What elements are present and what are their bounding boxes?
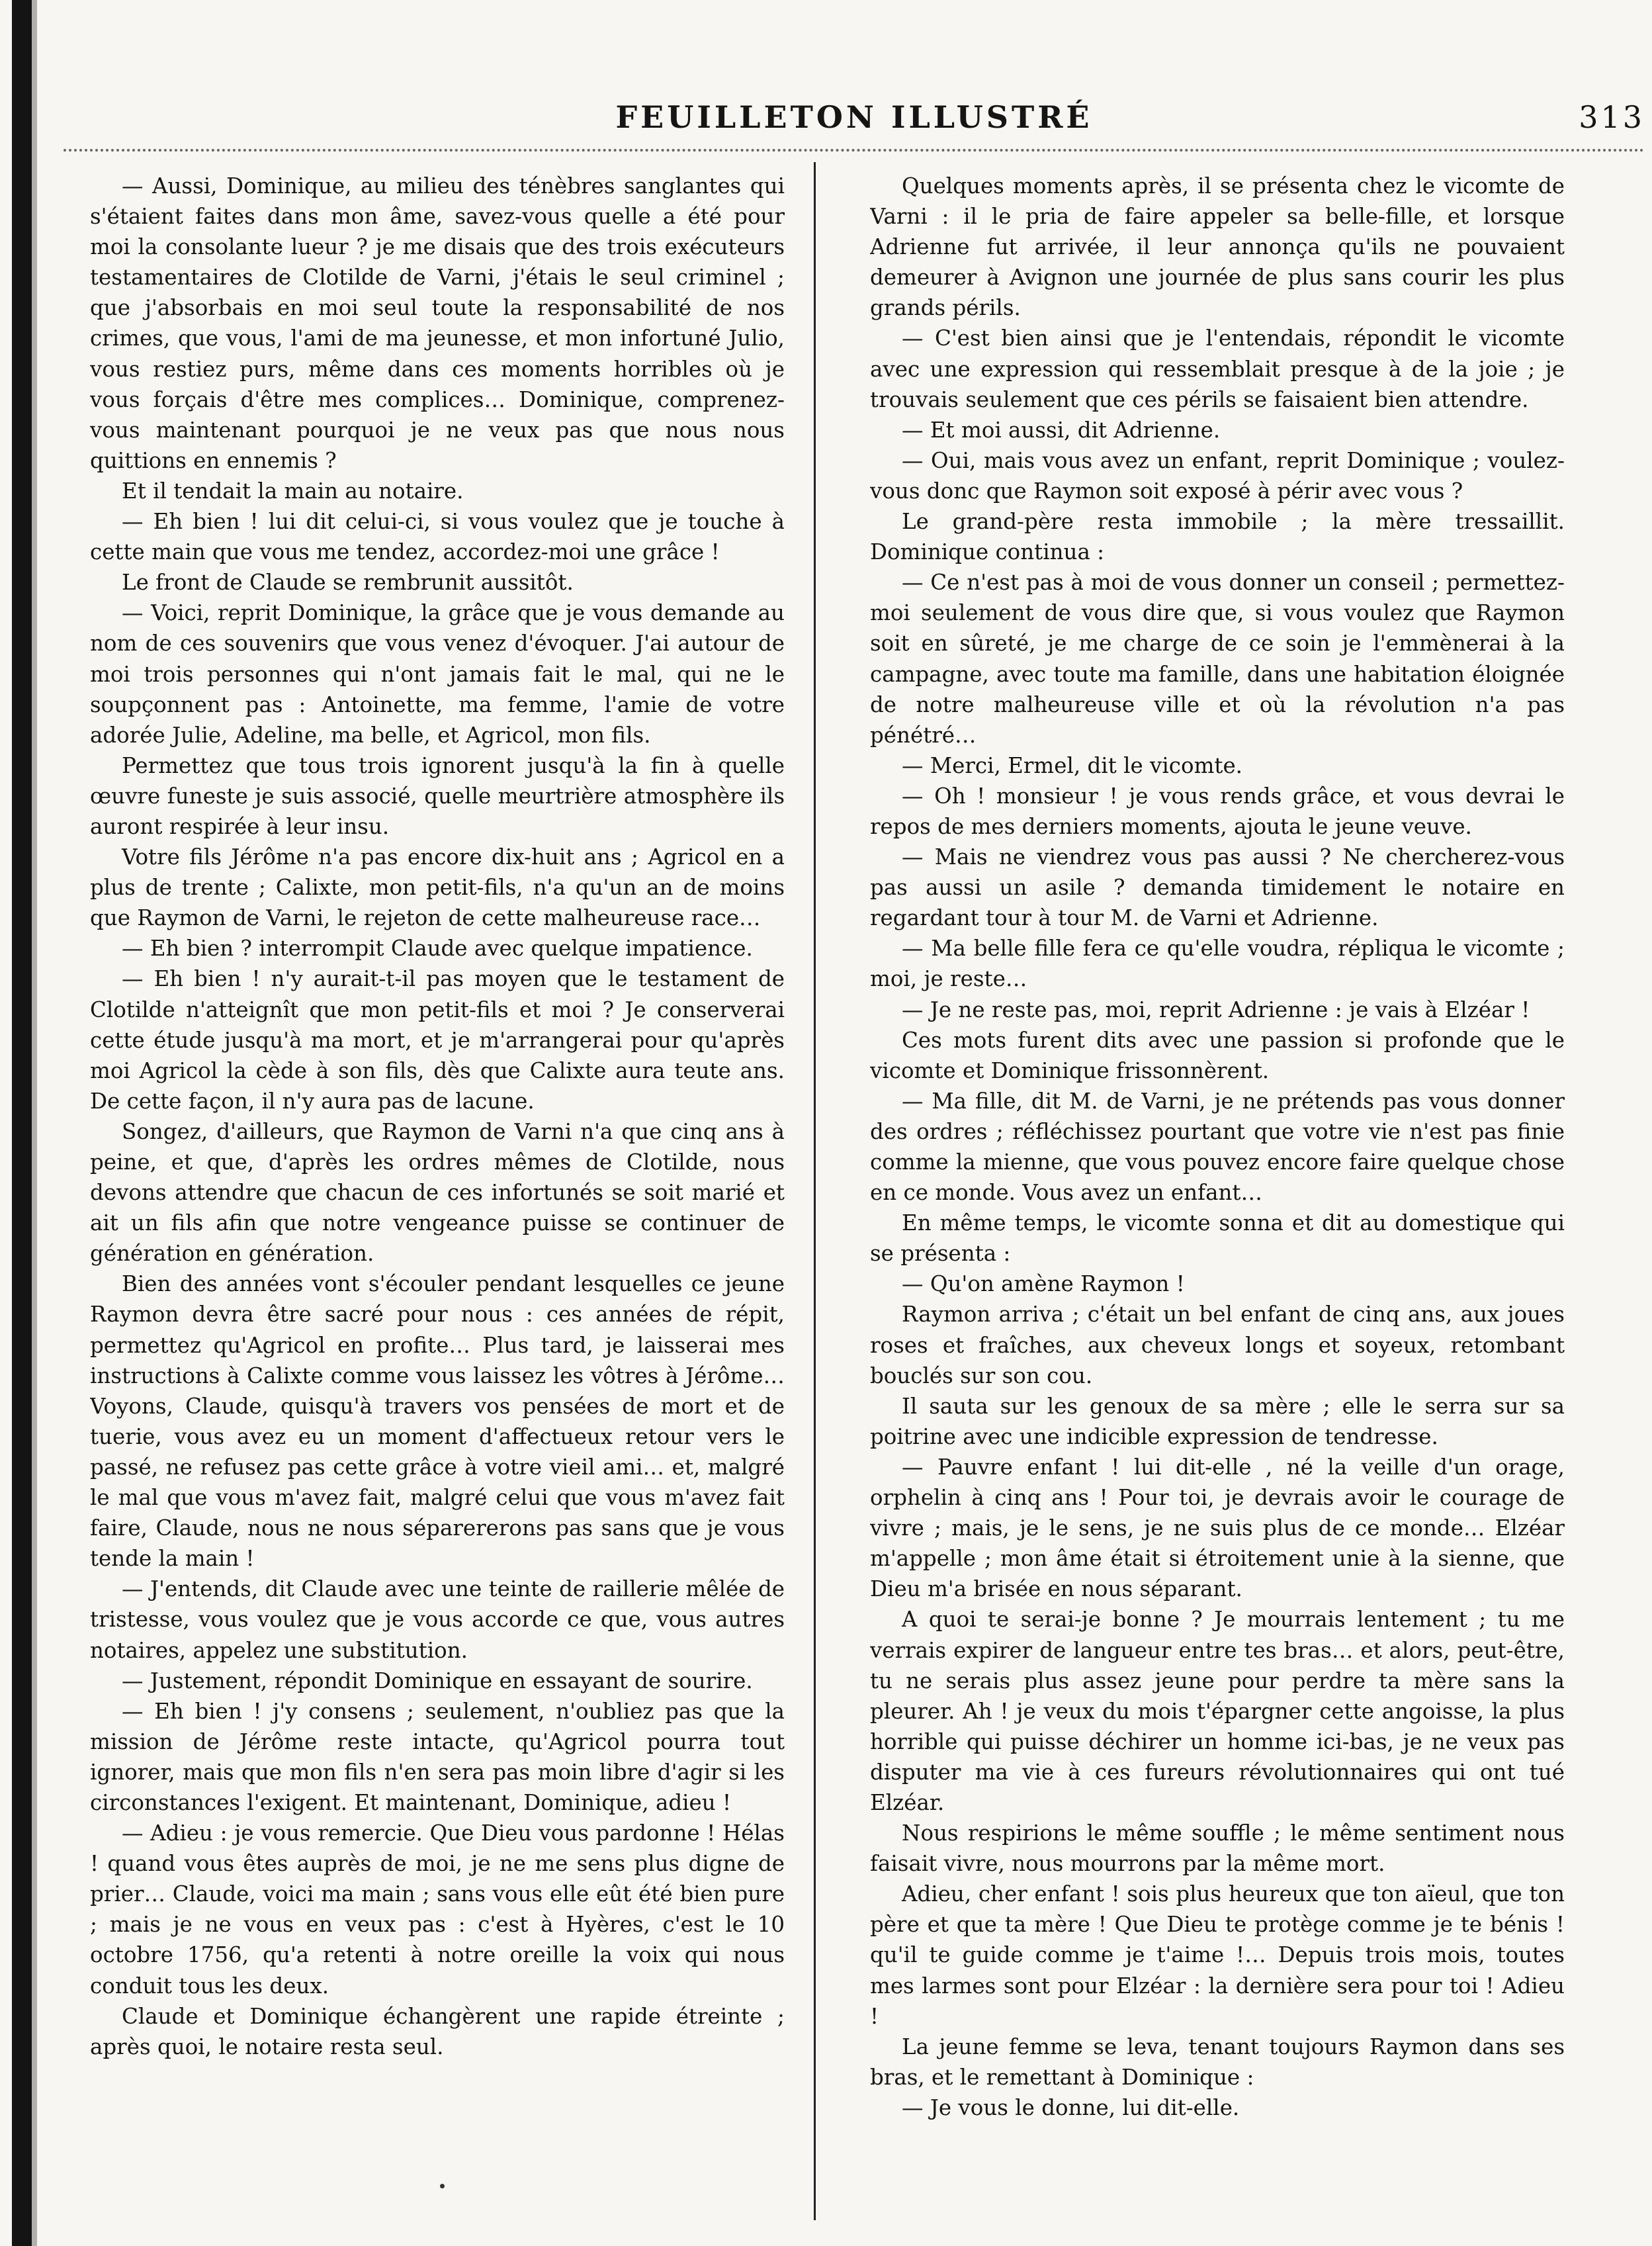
page-header xyxy=(64,99,1645,146)
paragraph: — Eh bien ? interrompit Claude avec quelque impatience. xyxy=(122,936,753,962)
paragraph: — Aussi, Dominique, au milieu des ténèbres sanglantes qui s'étaient faites dans mon âme, savez-vous quelle a été pour moi la consolante lueur ? je me disais que des trois exécuteurs testamentaires de Clotilde de Varni, j'étais le seul criminel ; que j'absorbais en moi seul toute la responsabilité de nos crimes, que vous, l'ami de ma jeunesse, et mon infortuné Julio, vous restiez purs, même dans ces moments horribles où je vous forçais d'être mes complices… Dominique, comprenez-vous maintenant pourquoi je ne veux pas que nous nous quittions en ennemis ? xyxy=(90,173,785,473)
paragraph: Songez, d'ailleurs, que Raymon de Varni n'a que cinq ans à peine, et que, d'après les ordres mêmes de Clotilde, nous devons attendre que chacun de ces infortunés se soit marié et ait un fils afin que notre vengeance puisse se continuer de génération en génération. xyxy=(90,1118,785,1267)
left-text-column xyxy=(90,171,785,2209)
paragraph: Quelques moments après, il se présenta chez le vicomte de Varni : il le pria de faire appeler sa belle-fille, et lorsque Adrienne fut arrivée, il leur annonça qu'ils ne pouvaient demeurer à Avignon une journée de plus sans courir les plus grands périls. xyxy=(870,173,1565,321)
paragraph: — J'entends, dit Claude avec une teinte de raillerie mêlée de tristesse, vous voulez que je vous accorde ce que, vous autres notaires, appelez une substitution. xyxy=(90,1576,785,1663)
printer-speck xyxy=(440,2184,445,2188)
page-number: 313 xyxy=(1579,99,1645,135)
paragraph: Et il tendait la main au notaire. xyxy=(122,478,464,504)
paragraph: — Ce n'est pas à moi de vous donner un conseil ; permettez-moi seulement de vous dire que, si vous voulez que Raymon soit en sûreté, je me charge de ce soin je l'emmènerai à la campagne, avec toute ma famille, dans une habitation éloignée de notre malheureuse ville et où la révolution n'a pas pénétré… xyxy=(870,570,1565,748)
paragraph: — Eh bien ! n'y aurait-t-il pas moyen que le testament de Clotilde n'atteignît que mon petit-fils et moi ? Je conserverai cette étude jusqu'à ma mort, et je m'arrangerai pour qu'après moi Agricol la cède à son fils, dès que Calixte aura teute ans. De cette façon, il n'y aura pas de lacune. xyxy=(90,966,785,1114)
paragraph: — Voici, reprit Dominique, la grâce que je vous demande au nom de ces souvenirs que vous venez d'évoquer. J'ai autour de moi trois personnes qui n'ont jamais fait le mal, qui ne le soupçonnent pas : Antoinette, ma femme, l'amie de votre adorée Julie, Adeline, ma belle, et Agricol, mon fils. xyxy=(90,600,785,748)
paragraph: — Qu'on amène Raymon ! xyxy=(902,1271,1185,1297)
running-title: FEUILLETON ILLUSTRÉ xyxy=(615,99,1093,135)
paragraph: Adieu, cher enfant ! sois plus heureux que ton aïeul, que ton père et que ta mère ! Que Dieu te protège comme je te bénis ! qu'il te guide comme je t'aime !… Depuis trois mois, toutes mes larmes sont pour Elzéar : la dernière sera pour toi ! Adieu ! xyxy=(870,1881,1565,2029)
paragraph: — Mais ne viendrez vous pas aussi ? Ne chercherez-vous pas aussi un asile ? demanda timidement le notaire en regardant tour à tour M. de Varni et Adrienne. xyxy=(870,844,1565,931)
paragraph: Le front de Claude se rembrunit aussitôt. xyxy=(122,570,574,596)
paragraph: — Merci, Ermel, dit le vicomte. xyxy=(902,752,1243,778)
column-divider xyxy=(814,162,816,2220)
paragraph: — Adieu : je vous remercie. Que Dieu vous pardonne ! Hélas ! quand vous êtes auprès de moi, je ne me sens plus digne de prier… Claude, voici ma main ; sans vous elle eût été bien pure ; mais je ne vous en veux pas : c'est à Hyères, c'est le 10 octobre 1756, qu'a retenti à notre oreille la voix qui nous conduit tous les deux. xyxy=(90,1820,785,1999)
paragraph: La jeune femme se leva, tenant toujours Raymon dans ses bras, et le remettant à Dominique : xyxy=(870,2034,1565,2090)
paragraph: — Je ne reste pas, moi, reprit Adrienne : je vais à Elzéar ! xyxy=(902,997,1530,1022)
paragraph: A quoi te serai-je bonne ? Je mourrais lentement ; tu me verrais expirer de langueur entre tes bras… et alors, peut-être, tu ne serais plus assez jeune pour perdre ta mère sans la pleurer. Ah ! je veux du mois t'épargner cette angoisse, la plus horrible qui puisse déchirer un homme ici-bas, je ne veux pas disputer ma vie à ces fureurs révolutionnaires qui ont tué Elzéar. xyxy=(870,1607,1565,1815)
right-text-column xyxy=(870,171,1565,2209)
paragraph: — Oui, mais vous avez un enfant, reprit Dominique ; voulez-vous donc que Raymon soit exposé à périr avec vous ? xyxy=(870,447,1565,504)
paragraph: — C'est bien ainsi que je l'entendais, répondit le vicomte avec une expression qui ressemblait presque à de la joie ; je trouvais seulement que ces périls se faisaient bien attendre. xyxy=(870,326,1565,412)
book-spine-shadow xyxy=(12,0,32,2246)
header-rule xyxy=(64,149,1645,152)
paragraph: — Ma fille, dit M. de Varni, je ne prétends pas vous donner des ordres ; réfléchissez pourtant que votre vie n'est pas finie comme la mienne, que vous pouvez encore faire quelque chose en ce monde. Vous avez un enfant… xyxy=(870,1088,1565,1206)
paragraph: Bien des années vont s'écouler pendant lesquelles ce jeune Raymon devra être sacré pour nous : ces années de répit, permettez qu'Agricol en profite… Plus tard, je laisserai mes instructions à Calixte comme vous laissez les vôtres à Jérôme… Voyons, Claude, quisqu'à travers vos pensées de mort et de tuerie, vous avez eu un moment d'affectueux retour vers le passé, ne refusez pas cette grâce à votre vieil ami… et, malgré le mal que vous m'avez fait, malgré celui que vous m'avez fait faire, Claude, nous ne nous séparererons pas sans que je vous tende la main ! xyxy=(90,1271,785,1572)
paragraph: Nous respirions le même souffle ; le même sentiment nous faisait vivre, nous mourrons par la même mort. xyxy=(870,1820,1565,1877)
paragraph: — Oh ! monsieur ! je vous rends grâce, et vous devrai le repos de mes derniers moments, ajouta le jeune veuve. xyxy=(870,783,1565,839)
paragraph: — Eh bien ! j'y consens ; seulement, n'oubliez pas que la mission de Jérôme reste intacte, qu'Agricol pourra tout ignorer, mais que mon fils n'en sera pas moin libre d'agir si les circonstances l'exigent. Et maintenant, Dominique, adieu ! xyxy=(90,1698,785,1815)
paragraph: Permettez que tous trois ignorent jusqu'à la fin à quelle œuvre funeste je suis associé, quelle meurtrière atmosphère ils auront respirée à leur insu. xyxy=(90,752,785,839)
paragraph: — Eh bien ! lui dit celui-ci, si vous voulez que je touche à cette main que vous me tendez, accordez-moi une grâce ! xyxy=(90,509,785,565)
paragraph: Votre fils Jérôme n'a pas encore dix-huit ans ; Agricol en a plus de trente ; Calixte, mon petit-fils, n'a qu'un an de moins que Raymon de Varni, le rejeton de cette malheureuse race… xyxy=(90,844,785,931)
paragraph: — Justement, répondit Dominique en essayant de sourire. xyxy=(122,1668,753,1693)
paragraph: — Ma belle fille fera ce qu'elle voudra, répliqua le vicomte ; moi, je reste… xyxy=(870,936,1565,992)
paragraph: — Pauvre enfant ! lui dit-elle , né la veille d'un orage, orphelin à cinq ans ! Pour toi, je devrais avoir le courage de vivre ; mais, je le sens, je ne suis plus de ce monde… Elzéar m'appelle ; mon âme était si étroitement unie à la sienne, que Dieu m'a brisée en nous séparant. xyxy=(870,1454,1565,1602)
paragraph: Ces mots furent dits avec une passion si profonde que le vicomte et Dominique frissonnèrent. xyxy=(870,1027,1565,1083)
book-spine-edge xyxy=(32,0,37,2246)
paragraph: Le grand-père resta immobile ; la mère tressaillit. Dominique continua : xyxy=(870,509,1565,565)
paragraph: Claude et Dominique échangèrent une rapide étreinte ; après quoi, le notaire resta seul. xyxy=(90,2003,785,2059)
paragraph: Raymon arriva ; c'était un bel enfant de cinq ans, aux joues roses et fraîches, aux cheveux longs et soyeux, retombant bouclés sur son cou. xyxy=(870,1302,1565,1388)
paragraph: — Je vous le donne, lui dit-elle. xyxy=(902,2094,1240,2120)
paragraph: Il sauta sur les genoux de sa mère ; elle le serra sur sa poitrine avec une indicible expression de tendresse. xyxy=(870,1393,1565,1449)
paragraph: En même temps, le vicomte sonna et dit au domestique qui se présenta : xyxy=(870,1210,1565,1267)
paragraph: — Et moi aussi, dit Adrienne. xyxy=(902,417,1221,443)
